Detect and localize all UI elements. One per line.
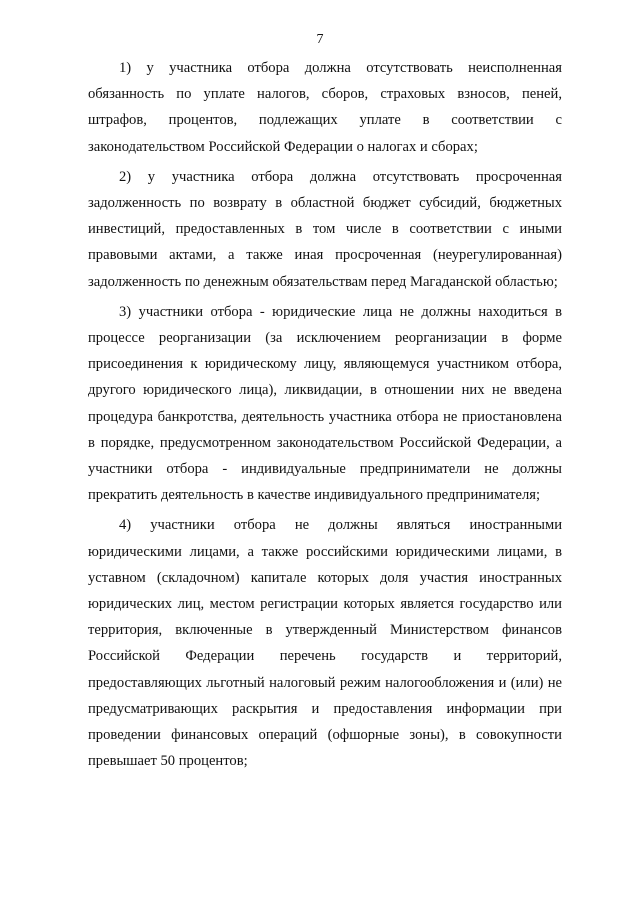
paragraph-4: 4) участники отбора не должны являться иностранными юридическими лицами, а также российскими юридическими лицами, в уставном (складочном) капитале которых доля участия иностранных юридических лиц, местом регистрации которых является государство или территория, включенные в утвержденный Министерством финансов Российской Федерации перечень государств и территорий, предоставляющих льготный налоговый режим налогообложения и (или) не предусматривающих раскрытия и предоставления информации при проведении финансовых операций (офшорные зоны), в совокупности превышает 50 процентов; [88, 517, 562, 770]
document-body [88, 55, 562, 774]
paragraph-3: 3) участники отбора - юридические лица не должны находиться в процессе реорганизации (за исключением реорганизации в форме присоединения к юридическому лицу, являющемуся участником отбора, другого юридического лица), ликвидации, в отношении них не введена процедура банкротства, деятельность участника отбора не приостановлена в порядке, предусмотренном законодательством Российской Федерации, а участники отбора - индивидуальные предприниматели не должны прекратить деятельность в качестве индивидуального предпринимателя; [88, 303, 562, 504]
paragraph-1: 1) у участника отбора должна отсутствовать неисполненная обязанность по уплате налогов, сборов, страховых взносов, пеней, штрафов, процентов, подлежащих уплате в соответствии с законодательством Российской Федерации о налогах и сборах; [88, 60, 562, 155]
paragraph-2: 2) у участника отбора должна отсутствовать просроченная задолженность по возврату в областной бюджет субсидий, бюджетных инвестиций, предоставленных в том числе в соответствии с иными правовыми актами, а также иная просроченная (неурегулированная) задолженность по денежным обязательствам перед Магаданской областью; [88, 168, 562, 290]
page-number: 7 [316, 32, 324, 47]
